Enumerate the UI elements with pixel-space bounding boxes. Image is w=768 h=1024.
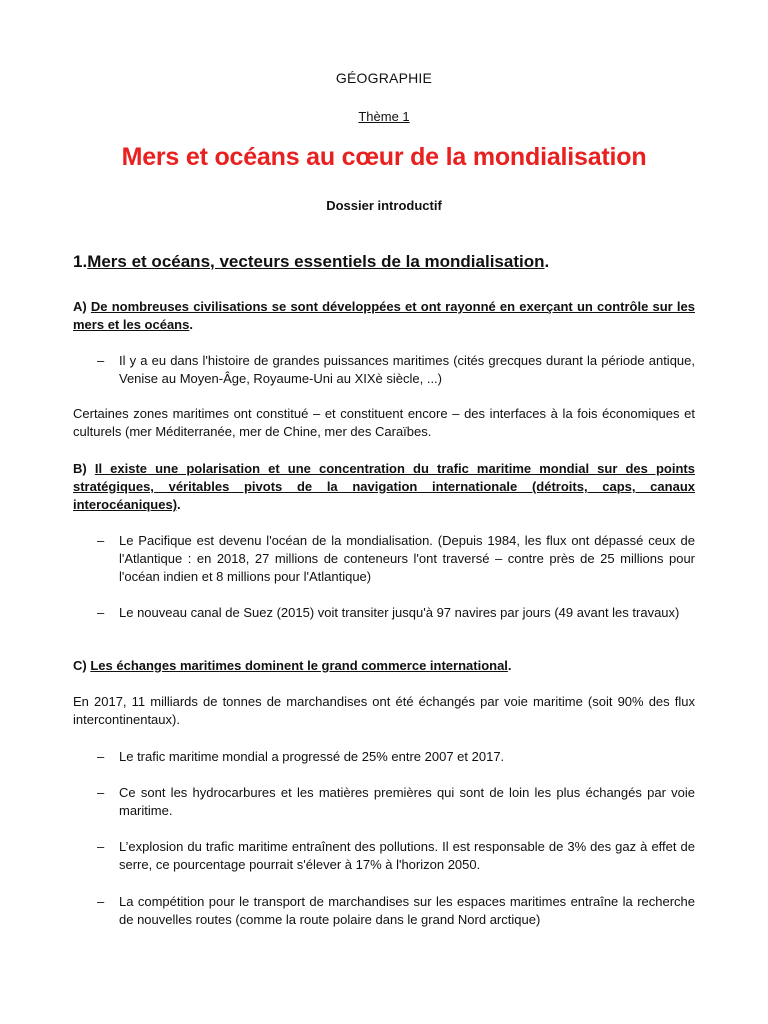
theme-label: Thème 1 xyxy=(358,109,410,124)
dossier-subtitle: Dossier introductif xyxy=(326,198,442,213)
bullet-dash: – xyxy=(97,605,105,620)
section-1-heading xyxy=(73,252,713,272)
part-a-heading xyxy=(73,298,695,334)
part-a-label: A) xyxy=(73,299,91,314)
bullet-dash: – xyxy=(97,533,105,548)
part-b-heading-end: . xyxy=(177,497,181,512)
part-c-heading-text: Les échanges maritimes dominent le grand commerce international xyxy=(90,658,508,673)
bullet-text: Ce sont les hydrocarbures et les matières premières qui sont de loin les plus échangés par voie maritime. xyxy=(119,785,695,818)
bullet-text: Le nouveau canal de Suez (2015) voit transiter jusqu'à 97 navires par jours (49 avant les travaux) xyxy=(119,605,680,620)
section-1-number: 1. xyxy=(73,252,88,271)
part-a-heading-end: . xyxy=(189,317,193,332)
bullet-dash: – xyxy=(97,353,105,368)
bullet-dash: – xyxy=(97,839,105,854)
part-a-heading-text: De nombreuses civilisations se sont développées et ont rayonné en exerçant un contrôle sur les mers et les océans xyxy=(73,299,695,332)
bullet-text: Le trafic maritime mondial a progressé de 25% entre 2007 et 2017. xyxy=(119,749,505,764)
part-b-heading-text: Il existe une polarisation et une concentration du trafic maritime mondial sur des points stratégiques, véritables pivots de la navigation internationale (détroits, caps, canaux interocéaniques) xyxy=(73,461,695,512)
part-a-paragraph: Certaines zones maritimes ont constitué – et constituent encore – des interfaces à la fois économiques et culturels (mer Méditerranée, mer de Chine, mer des Caraïbes. xyxy=(73,406,695,439)
bullet-dash: – xyxy=(97,894,105,909)
section-1-heading-text: Mers et océans, vecteurs essentiels de la mondialisation xyxy=(87,252,545,271)
bullet-text: Il y a eu dans l'histoire de grandes puissances maritimes (cités grecques durant la période antique, Venise au Moyen-Âge, Royaume-Uni au XIXè siècle, ...) xyxy=(119,353,695,386)
part-b-heading xyxy=(73,460,695,514)
bullet-text: L’explosion du trafic maritime entraînent des pollutions. Il est responsable de 3% des gaz à effet de serre, ce pourcentage pourrait s'élever à 17% à l'horizon 2050. xyxy=(119,839,695,872)
section-1-heading-end: . xyxy=(544,252,550,271)
part-c-label: C) xyxy=(73,658,91,673)
part-c-paragraph: En 2017, 11 milliards de tonnes de marchandises ont été échangés par voie maritime (soit 90% des flux intercontinentaux). xyxy=(73,694,695,727)
part-b-label: B) xyxy=(73,461,95,476)
part-c-heading-end: . xyxy=(507,658,512,673)
subject-label: GÉOGRAPHIE xyxy=(335,70,433,86)
bullet-text: Le Pacifique est devenu l'océan de la mondialisation. (Depuis 1984, les flux ont dépassé ceux de l'Atlantique : en 2018, 27 millions de conteneurs l'ont traversé – contre près de 25 millions pour l'océan indien et 8 millions pour l'Atlantique) xyxy=(119,533,695,584)
bullet-dash: – xyxy=(97,749,105,764)
bullet-dash: – xyxy=(97,785,105,800)
bullet-text: La compétition pour le transport de marchandises sur les espaces maritimes entraîne la recherche de nouvelles routes (comme la route polaire dans le grand Nord arctique) xyxy=(119,894,695,927)
part-c-heading xyxy=(73,657,695,675)
page-title: Mers et océans au cœur de la mondialisation xyxy=(121,143,647,171)
